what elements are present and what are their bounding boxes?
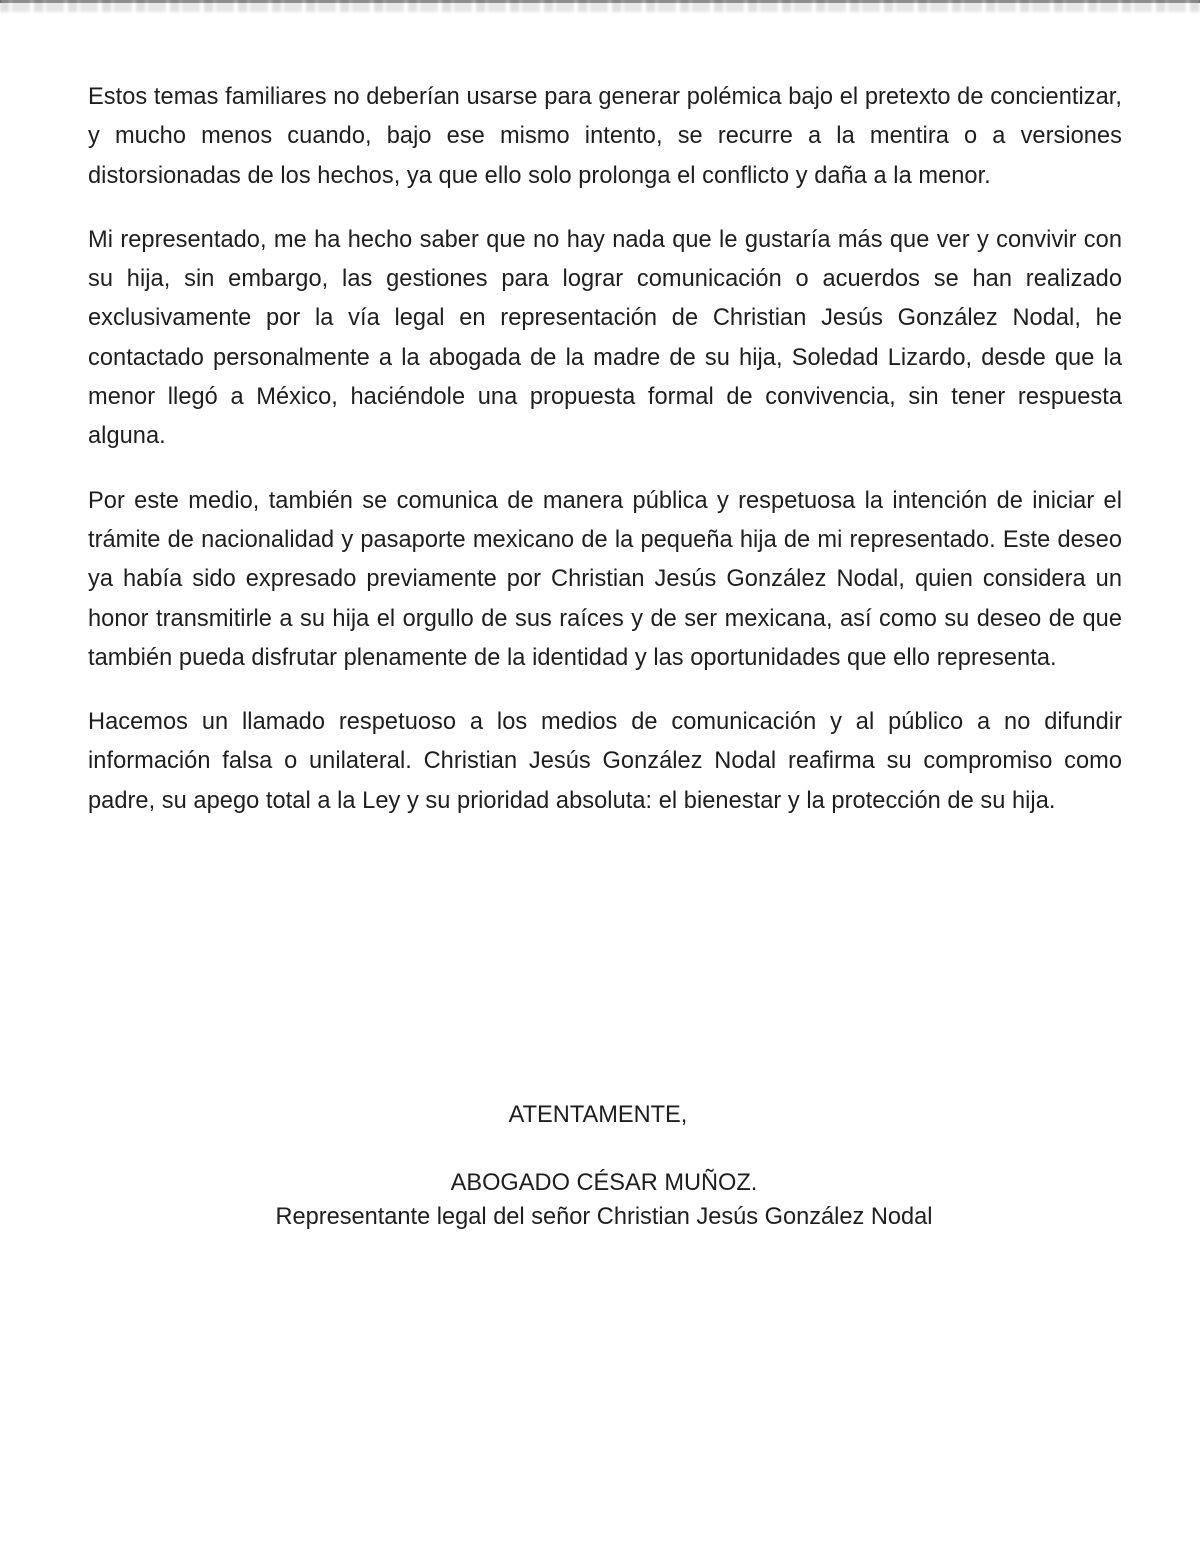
signer-name: ABOGADO CÉSAR MUÑOZ. (450, 1170, 758, 1196)
cropped-previous-page-edge (0, 0, 1200, 22)
paragraph-media-appeal: Hacemos un llamado respetuoso a los medios de comunicación y al público a no difundir información falsa o unilateral. Christian Jesús González Nodal reafirma su compromiso como padre, su apego total a la Ley y su prioridad absoluta: el bienestar y la protección de su hija. (88, 709, 1122, 814)
statement-body (88, 78, 1122, 846)
cropped-text-fragment (0, 0, 1200, 12)
paragraph-nationality-request: Por este medio, también se comunica de manera pública y respetuosa la intención de iniciar el trámite de nacionalidad y pasaporte mexicano de la pequeña hija de mi representado. Este deseo ya había sido expresado previamente por Christian Jesús González Nodal, quien considera un honor transmitirle a su hija el orgullo de sus raíces y de ser mexicana, así como su deseo de que también pueda disfrutar plenamente de la identidad y las oportunidades que ello representa. (88, 487, 1122, 671)
closing-salutation: ATENTAMENTE, (508, 1102, 688, 1128)
paragraph-family-matters: Estos temas familiares no deberían usarse para generar polémica bajo el pretexto de concientizar, y mucho menos cuando, bajo ese mismo intento, se recurre a la mentira o a versiones distorsionadas de los hechos, ya que ello solo prolonga el conflicto y daña a la menor. (88, 84, 1122, 189)
paragraph-contact-efforts: Mi representado, me ha hecho saber que no hay nada que le gustaría más que ver y convivir con su hija, sin embargo, las gestiones para lograr comunicación o acuerdos se han realizado exclusivamente por la vía legal en representación de Christian Jesús González Nodal, he contactado personalmente a la abogada de la madre de su hija, Soledad Lizardo, desde que la menor llegó a México, haciéndole una propuesta formal de convivencia, sin tener respuesta alguna. (88, 226, 1122, 450)
signer-role: Representante legal del señor Christian Jesús González Nodal (275, 1204, 933, 1230)
